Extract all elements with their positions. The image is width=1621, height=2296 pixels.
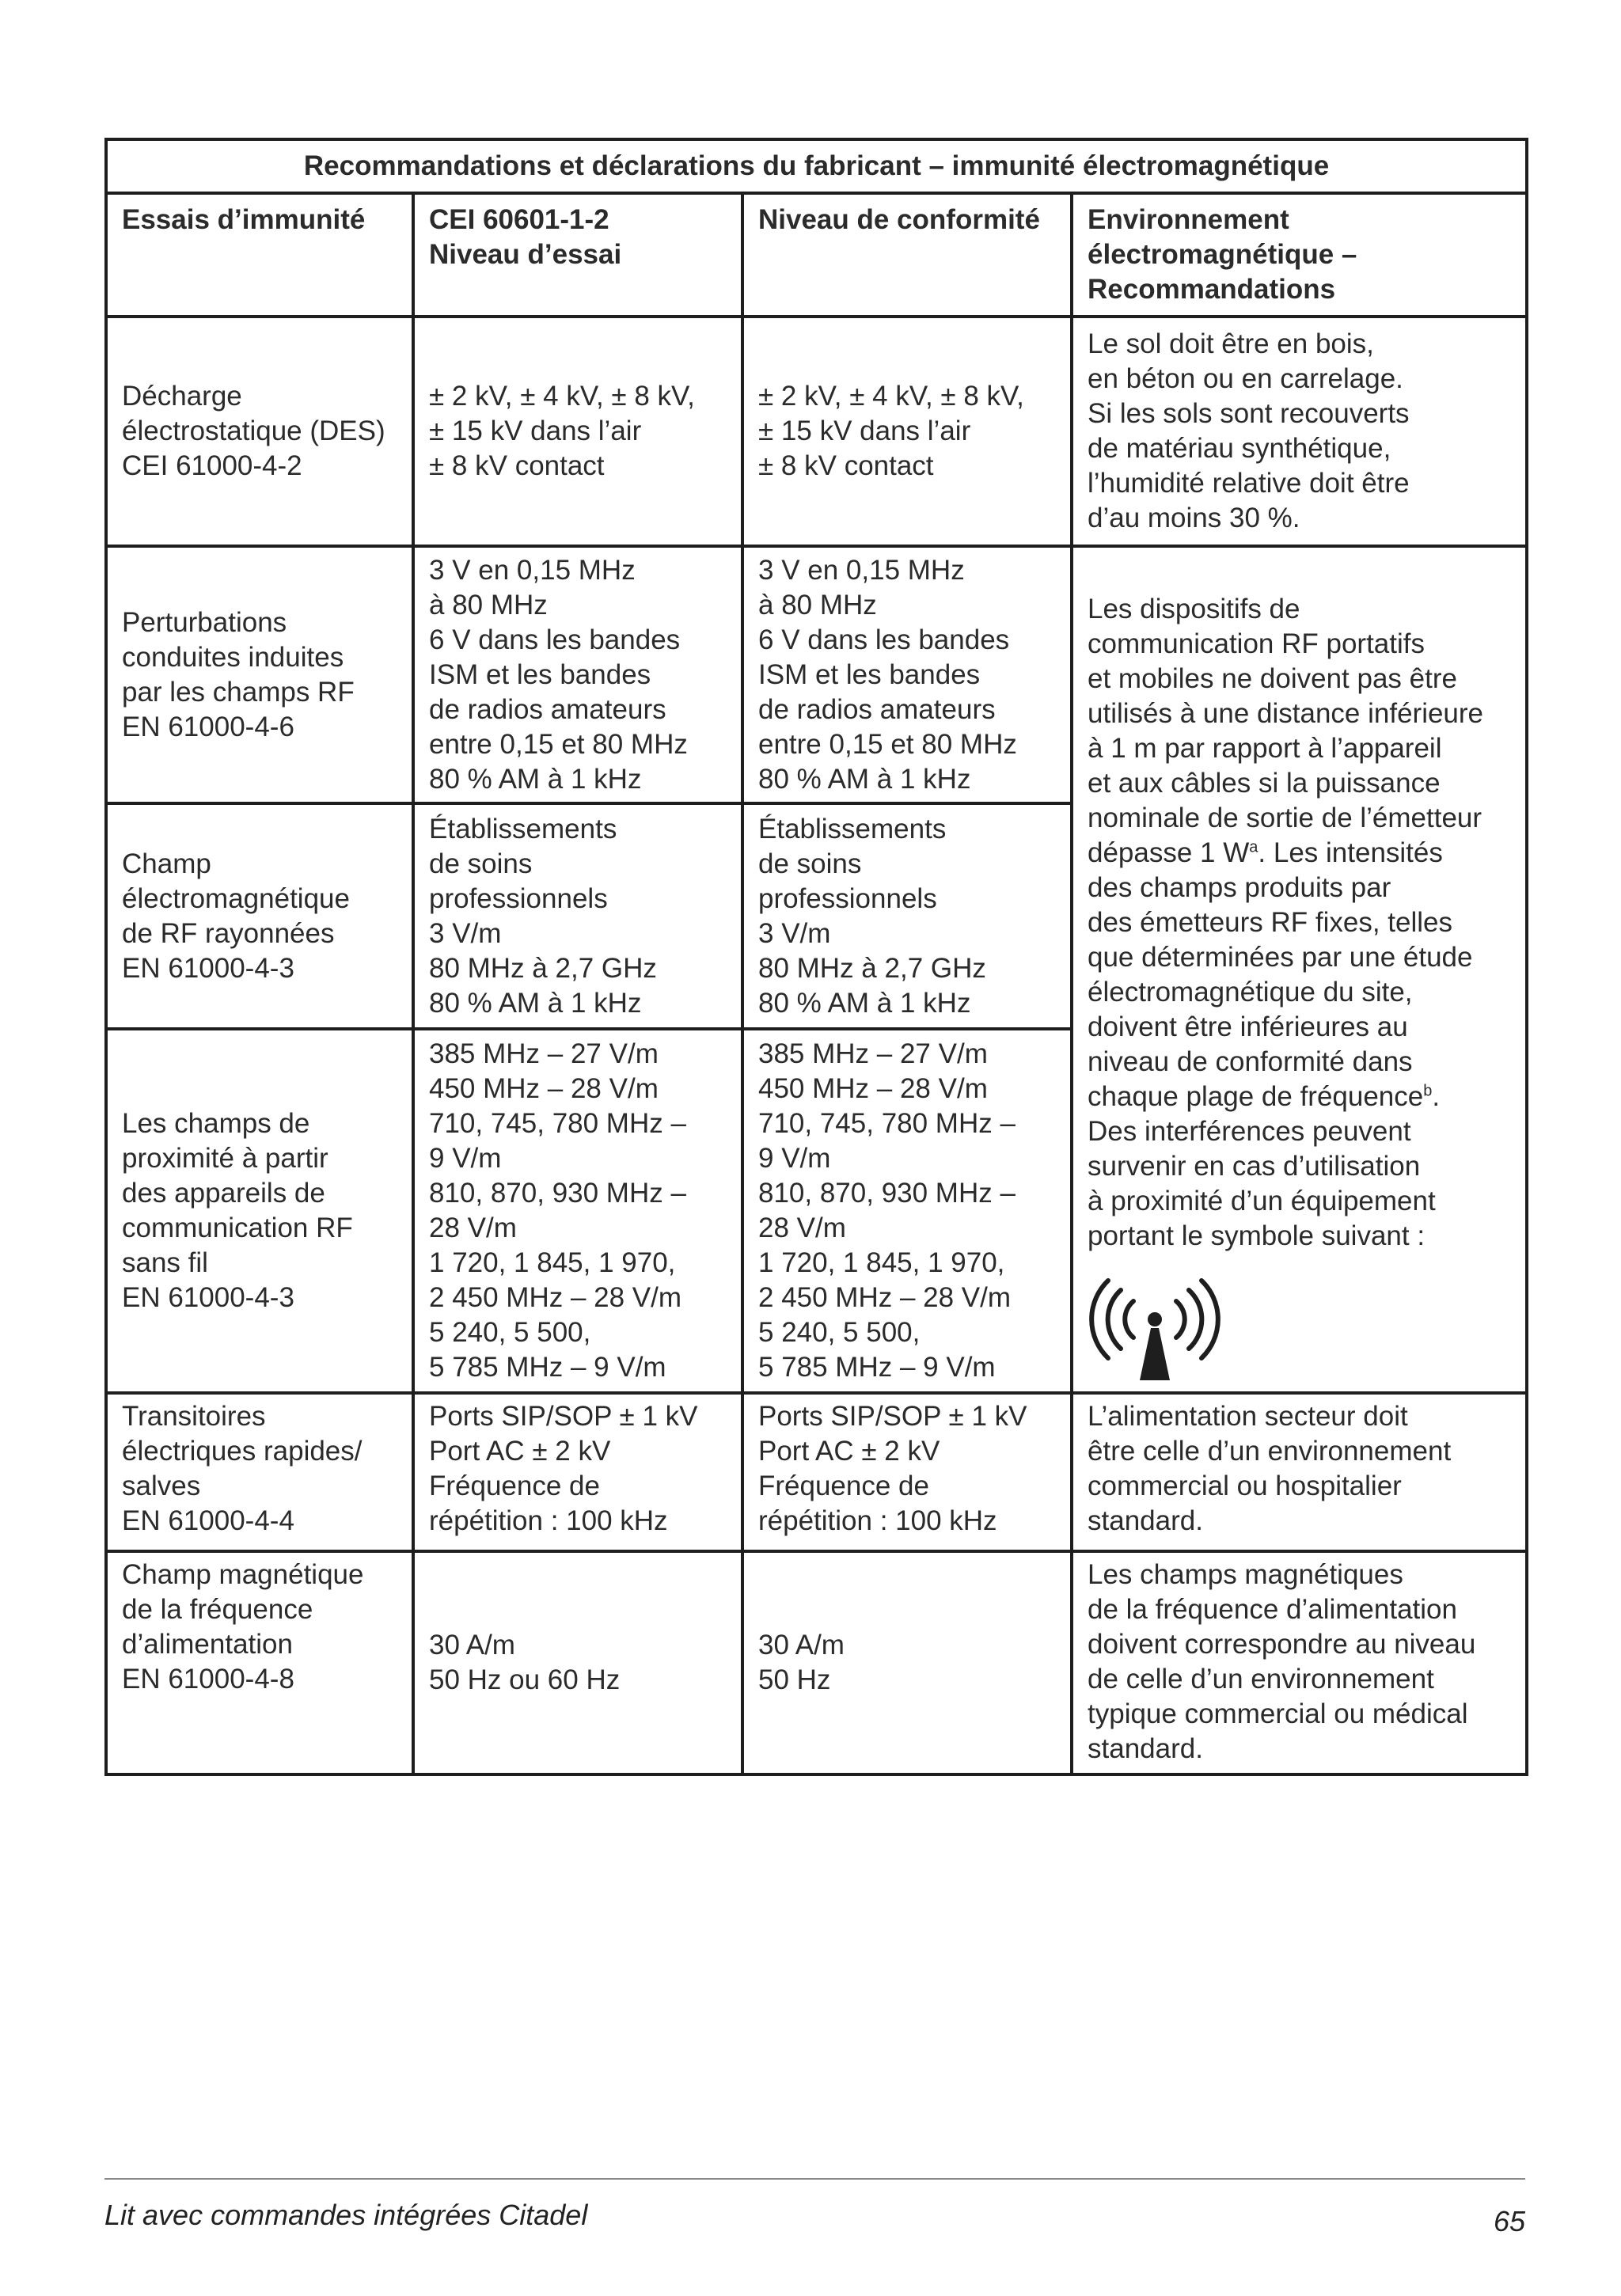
non-ionizing-radiation-icon bbox=[1088, 1276, 1222, 1387]
table-row bbox=[106, 1393, 1527, 1551]
cell-test: Champ magnétique de la fréquence d’alimentation EN 61000-4-8 bbox=[106, 1551, 413, 1774]
header-compliance-level: Niveau de conformité bbox=[742, 193, 1072, 317]
cell-environment: Le sol doit être en bois, en béton ou en carrelage. Si les sols sont recouverts de matériau synthétique, l’humidité relative doit être d’au moins 30 %. bbox=[1072, 317, 1527, 546]
footnote-a: a bbox=[1249, 838, 1258, 856]
footer-divider bbox=[104, 2178, 1525, 2180]
header-test-level: CEI 60601-1-2 Niveau d’essai bbox=[413, 193, 742, 317]
table-caption: Recommandations et déclarations du fabricant – immunité électromagnétique bbox=[106, 139, 1527, 193]
cell-compliance: Établissements de soins professionnels 3 V/m 80 MHz à 2,7 GHz 80 % AM à 1 kHz bbox=[742, 803, 1072, 1029]
cell-level: Ports SIP/SOP ± 1 kV Port AC ± 2 kV Fréquence de répétition : 100 kHz bbox=[413, 1393, 742, 1551]
cell-compliance: 3 V en 0,15 MHz à 80 MHz 6 V dans les bandes ISM et les bandes de radios amateurs entre 0,15 et 80 MHz 80 % AM à 1 kHz bbox=[742, 546, 1072, 803]
rf-environment-text-1: Les dispositifs de communication RF portatifs et mobiles ne doivent pas être utilisés à une distance inférieure à 1 m par rapport à l’appareil et aux câbles si la puissance nominale de sortie de l’émetteur dépasse 1 W bbox=[1088, 594, 1484, 868]
table-caption-row bbox=[106, 139, 1527, 193]
footnote-b: b bbox=[1423, 1082, 1433, 1100]
cell-compliance: Ports SIP/SOP ± 1 kV Port AC ± 2 kV Fréquence de répétition : 100 kHz bbox=[742, 1393, 1072, 1551]
cell-environment: L’alimentation secteur doit être celle d’un environnement commercial ou hospitalier standard. bbox=[1072, 1393, 1527, 1551]
table-row bbox=[106, 546, 1527, 803]
cell-level: Établissements de soins professionnels 3 V/m 80 MHz à 2,7 GHz 80 % AM à 1 kHz bbox=[413, 803, 742, 1029]
table-row bbox=[106, 317, 1527, 546]
rf-environment-text-2: . Les intensités des champs produits par des émetteurs RF fixes, telles que déterminées par une étude électromagnétique du site, doivent être inférieures au niveau de conformité dans chaque plage de fréquence bbox=[1088, 837, 1473, 1112]
header-immunity-tests: Essais d’immunité bbox=[106, 193, 413, 317]
cell-level: 385 MHz – 27 V/m 450 MHz – 28 V/m 710, 745, 780 MHz – 9 V/m 810, 870, 930 MHz – 28 V/m 1 720, 1 845, 1 970, 2 450 MHz – 28 V/m 5 240, 5 500, 5 785 MHz – 9 V/m bbox=[413, 1029, 742, 1393]
cell-test: Transitoires électriques rapides/ salves EN 61000-4-4 bbox=[106, 1393, 413, 1551]
cell-compliance: ± 2 kV, ± 4 kV, ± 8 kV, ± 15 kV dans l’air ± 8 kV contact bbox=[742, 317, 1072, 546]
cell-compliance: 385 MHz – 27 V/m 450 MHz – 28 V/m 710, 745, 780 MHz – 9 V/m 810, 870, 930 MHz – 28 V/m 1 720, 1 845, 1 970, 2 450 MHz – 28 V/m 5 240, 5 500, 5 785 MHz – 9 V/m bbox=[742, 1029, 1072, 1393]
cell-level: 30 A/m 50 Hz ou 60 Hz bbox=[413, 1551, 742, 1774]
cell-test: Décharge électrostatique (DES) CEI 61000-4-2 bbox=[106, 317, 413, 546]
cell-level: 3 V en 0,15 MHz à 80 MHz 6 V dans les bandes ISM et les bandes de radios amateurs entre 0,15 et 80 MHz 80 % AM à 1 kHz bbox=[413, 546, 742, 803]
rf-environment-text-3: . Des interférences peuvent survenir en cas d’utilisation à proximité d’un équipement portant le symbole suivant : bbox=[1088, 1081, 1441, 1251]
cell-compliance: 30 A/m 50 Hz bbox=[742, 1551, 1072, 1774]
immunity-table bbox=[104, 138, 1528, 1776]
cell-environment: Les champs magnétiques de la fréquence d’alimentation doivent correspondre au niveau de celle d’un environnement typique commercial ou médical standard. bbox=[1072, 1551, 1527, 1774]
cell-level: ± 2 kV, ± 4 kV, ± 8 kV, ± 15 kV dans l’air ± 8 kV contact bbox=[413, 317, 742, 546]
cell-environment-rf bbox=[1072, 546, 1527, 1393]
cell-test: Perturbations conduites induites par les champs RF EN 61000-4-6 bbox=[106, 546, 413, 803]
table-row bbox=[106, 1551, 1527, 1774]
cell-test: Les champs de proximité à partir des appareils de communication RF sans fil EN 61000-4-3 bbox=[106, 1029, 413, 1393]
table-header-row bbox=[106, 193, 1527, 317]
page-number: 65 bbox=[1493, 2205, 1525, 2237]
footer-title: Lit avec commandes intégrées Citadel bbox=[104, 2199, 588, 2231]
header-environment: Environnement électromagnétique – Recommandations bbox=[1072, 193, 1527, 317]
cell-test: Champ électromagnétique de RF rayonnées EN 61000-4-3 bbox=[106, 803, 413, 1029]
